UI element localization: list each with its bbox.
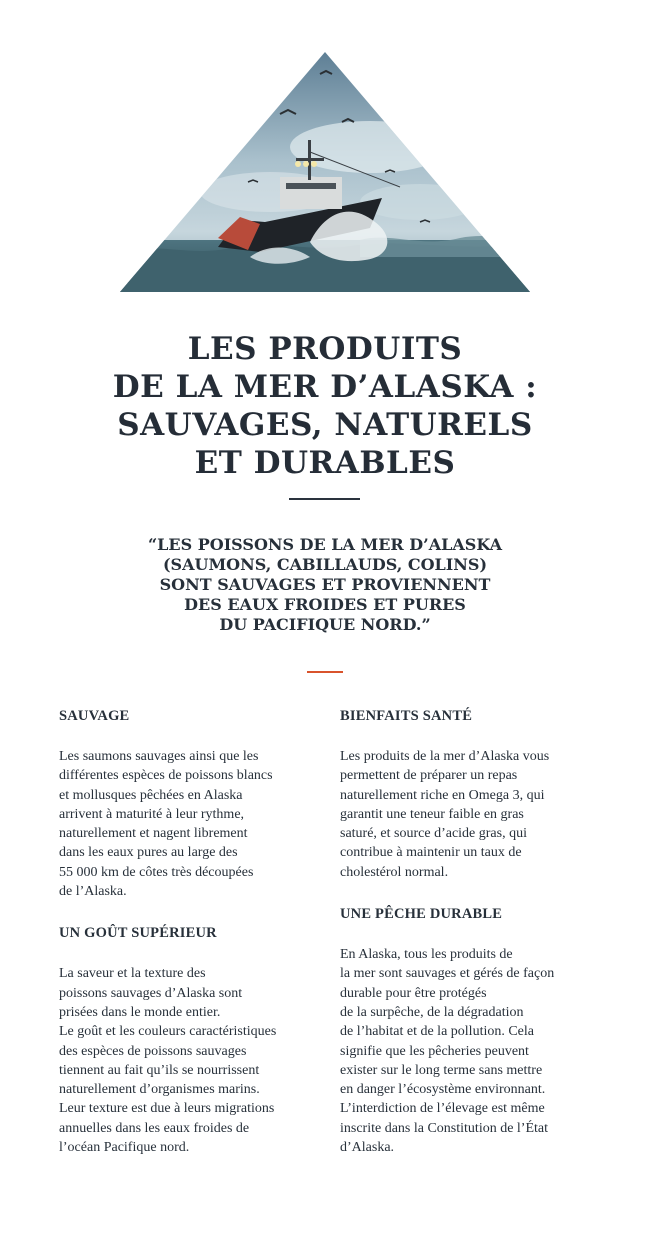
section-body-sauvage xyxy=(59,747,319,901)
body-line: En Alaska, tous les produits de xyxy=(340,947,513,963)
body-line: permettent de préparer un repas xyxy=(340,768,518,784)
body-line: dans les eaux pures au large des xyxy=(59,845,238,861)
body-line: L’interdiction de l’élevage est même xyxy=(340,1101,545,1117)
section-body-sante xyxy=(340,747,600,882)
body-line: poissons sauvages d’Alaska sont xyxy=(59,985,243,1001)
body-line: de l’Alaska. xyxy=(59,884,127,900)
body-line: des espèces de poissons sauvages xyxy=(59,1043,247,1059)
quote-line: SONT SAUVAGES ET PROVIENNENT xyxy=(159,575,491,594)
body-line: de la surpêche, de la dégradation xyxy=(340,1004,524,1020)
body-line: la mer sont sauvages et gérés de façon xyxy=(340,966,555,982)
body-line: et mollusques pêchées en Alaska xyxy=(59,787,243,803)
body-line: exister sur le long terme sans mettre xyxy=(340,1062,543,1078)
body-line: garantit une teneur faible en gras xyxy=(340,806,524,822)
body-line: contribue à maintenir un taux de xyxy=(340,845,522,861)
body-line: Les produits de la mer d’Alaska vous xyxy=(340,749,550,764)
body-line: inscrite dans la Constitution de l’État xyxy=(340,1120,549,1136)
body-line: d’Alaska. xyxy=(340,1140,395,1156)
body-line: durable pour être protégés xyxy=(340,985,487,1001)
title-line: ET DURABLES xyxy=(194,445,456,481)
pull-quote xyxy=(0,535,650,635)
title-divider xyxy=(289,498,360,500)
section-body-peche xyxy=(340,945,600,1157)
body-line: cholestérol normal. xyxy=(340,864,449,880)
body-line: naturellement riche en Omega 3, qui xyxy=(340,787,545,803)
body-line: Les saumons sauvages ainsi que les xyxy=(59,749,259,764)
body-line: de l’habitat et de la pollution. Cela xyxy=(340,1024,534,1040)
section-body-gout xyxy=(59,964,319,1157)
body-line: différentes espèces de poissons blancs xyxy=(59,768,273,784)
body-line: La saveur et la texture des xyxy=(59,966,206,982)
body-line: arrivent à maturité à leur rythme, xyxy=(59,806,245,822)
quote-line: “LES POISSONS DE LA MER D’ALASKA xyxy=(147,535,503,554)
right-column xyxy=(340,706,600,1157)
page-title xyxy=(0,330,650,482)
left-column xyxy=(59,706,319,1157)
body-line: annuelles dans les eaux froides de xyxy=(59,1120,250,1136)
section-heading-sante: BIENFAITS SANTÉ xyxy=(340,708,473,724)
body-line: prisées dans le monde entier. xyxy=(59,1004,221,1020)
body-line: 55 000 km de côtes très découpées xyxy=(59,864,254,880)
section-heading-gout: UN GOÛT SUPÉRIEUR xyxy=(59,925,217,942)
section-heading-sauvage: SAUVAGE xyxy=(59,708,130,724)
body-line: l’océan Pacifique nord. xyxy=(59,1140,190,1156)
accent-divider xyxy=(307,671,343,673)
body-line: naturellement d’organismes marins. xyxy=(59,1082,260,1098)
quote-line: DU PACIFIQUE NORD.” xyxy=(219,615,431,634)
section-heading-peche: UNE PÊCHE DURABLE xyxy=(340,906,503,923)
title-line: DE LA MER D’ALASKA : xyxy=(112,369,538,405)
body-line: tiennent au fait qu’ils se nourrissent xyxy=(59,1062,260,1078)
body-line: signifie que les pêcheries peuvent xyxy=(340,1043,529,1059)
hero-triangle-image xyxy=(120,52,530,292)
body-line: en danger l’écosystème environnant. xyxy=(340,1082,546,1098)
quote-line: (SAUMONS, CABILLAUDS, COLINS) xyxy=(162,555,488,574)
body-line: saturé, et source d’acide gras, qui xyxy=(340,826,527,842)
body-line: naturellement et nagent librement xyxy=(59,826,248,842)
title-line: LES PRODUITS xyxy=(187,331,463,367)
quote-line: DES EAUX FROIDES ET PURES xyxy=(184,595,466,614)
body-line: Le goût et les couleurs caractéristiques xyxy=(59,1024,277,1040)
title-line: SAUVAGES, NATURELS xyxy=(117,407,533,443)
body-line: Leur texture est due à leurs migrations xyxy=(59,1101,275,1117)
